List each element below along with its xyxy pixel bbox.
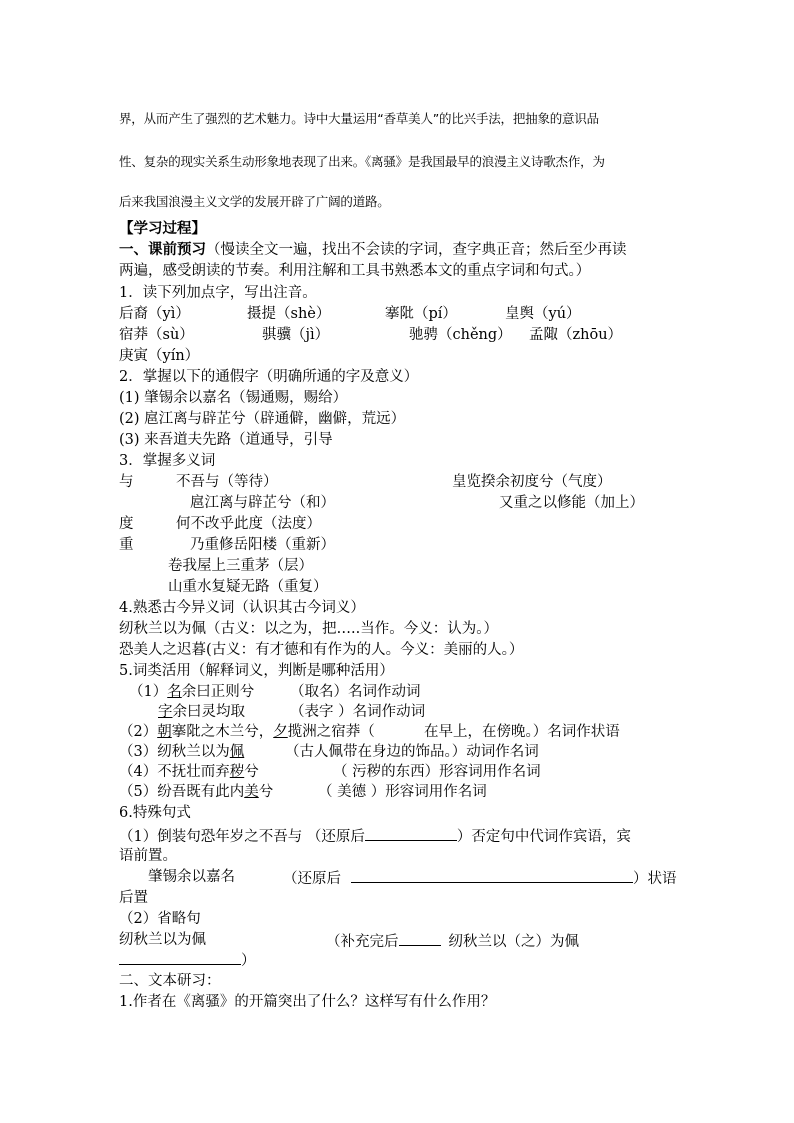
- part2-question-1: 1.作者在《离骚》的开篇突出了什么？这样写有什么作用？: [119, 994, 496, 1010]
- q5-answer: （取名）名词作动词: [290, 684, 421, 700]
- q5-row: （4）不抚壮而弃秽兮: [119, 764, 259, 780]
- q5-row: （3）纫秋兰以为佩: [119, 744, 245, 760]
- polysemy-example: 乃重修岳阳楼（重新）: [190, 537, 335, 553]
- q5-row: 字余曰灵均取: [158, 704, 245, 720]
- q4-title: 4.熟悉古今异义词（认识其古今词义）: [119, 600, 365, 616]
- q5-answer: 在早上，在傍晚。）名词作状语: [424, 724, 620, 740]
- q6-sentence-2-cont: 后置: [119, 890, 148, 906]
- q6-sentence-1-cont: 语前置。: [119, 848, 177, 864]
- q2-item: (3) 来吾道夫先路（道通导，引导: [119, 432, 333, 448]
- q3-title: 3．掌握多义词: [119, 453, 216, 469]
- answer-blank[interactable]: [351, 868, 633, 883]
- pinyin-item: 孟陬（zhōu）: [529, 327, 623, 343]
- polysemy-example: 扈江离与辟芷兮（和）: [190, 495, 335, 511]
- part1-line-1: [119, 241, 627, 259]
- q4-item: 纫秋兰以为佩（古义：以之为，把…..当作。今义：认为。）: [119, 621, 498, 637]
- q5-answer: （ 污秽的东西）形容词用作名词: [333, 764, 541, 780]
- pinyin-item: 皇舆（yú）: [505, 306, 581, 322]
- part1-title: 一、课前预习: [119, 241, 206, 258]
- pinyin-item: 驰骋（chěng）: [409, 327, 512, 343]
- polysemy-example: 何不改乎此度（法度）: [176, 516, 321, 532]
- q2-item: (1) 肇锡余以嘉名（锡通赐，赐给）: [119, 390, 348, 406]
- polysemy-example: 卷我屋上三重茅（层）: [168, 558, 313, 574]
- q6-sentence-2: 肇锡余以嘉名: [148, 869, 235, 885]
- pinyin-item: 庚寅（yín）: [119, 348, 200, 364]
- pinyin-item: 宿莽（sù）: [119, 327, 194, 343]
- q4-item: 恐美人之迟暮(古义：有才德和有作为的人。今义：美丽的人。）: [119, 642, 524, 658]
- q5-row: （5）纷吾既有此内美兮: [119, 784, 274, 800]
- intro-line-2: 性、复杂的现实关系生动形象地表现了出来。《离骚》是我国最早的浪漫主义诗歌杰作，为: [119, 154, 605, 169]
- polysemy-example: 又重之以修能（加上）: [499, 495, 644, 511]
- q2-item: (2) 扈江离与辟芷兮（辟通僻，幽僻，荒远）: [119, 411, 406, 427]
- q1-title: 1．读下列加点字，写出注音。: [119, 285, 317, 301]
- part1-desc-2: 两遍，感受朗读的节奏。利用注解和工具书熟悉本文的重点字词和句式。）: [119, 263, 591, 279]
- polysemy-char: 重: [119, 537, 134, 553]
- q6-omission-title: （2）省略句: [119, 911, 201, 927]
- q5-answer: （古人佩带在身边的饰品。）动词作名词: [285, 744, 539, 760]
- answer-blank[interactable]: [365, 826, 457, 841]
- intro-line-3: 后来我国浪漫主义文学的发展开辟了广阔的道路。: [119, 194, 390, 209]
- q6-title: 6.特殊句式: [119, 805, 191, 821]
- polysemy-example: 皇览揆余初度兮（气度）: [452, 474, 612, 490]
- q2-title: 2．掌握以下的通假字（明确所通的字及意义）: [119, 369, 419, 385]
- intro-line-1: 界，从而产生了强烈的艺术魅力。诗中大量运用“香草美人”的比兴手法，把抽象的意识品: [119, 111, 599, 126]
- q6-sentence-2-restore: （还原后 ）状语: [283, 868, 677, 888]
- q5-row: （1）名余曰正则兮: [129, 684, 255, 700]
- part2-title: 二、文本研习：: [119, 973, 221, 989]
- polysemy-example: 山重水复疑无路（重复）: [168, 579, 328, 595]
- part1-desc-1: （慢读全文一遍，找出不会读的字词，查字典正音；然后至少再读: [206, 242, 627, 258]
- answer-blank[interactable]: [119, 950, 241, 965]
- pinyin-item: 骐骥（jì）: [262, 327, 330, 343]
- pinyin-item: 搴阰（pí）: [385, 306, 457, 322]
- q5-title: 5.词类活用（解释词义，判断是哪种活用）: [119, 663, 394, 679]
- q5-answer: （表字 ）名词作动词: [290, 704, 426, 720]
- polysemy-char: 度: [119, 516, 134, 532]
- q6-sentence-1: （1）倒装句恐年岁之不吾与 （还原后 ）否定句中代词作宾语，宾: [119, 826, 631, 846]
- q5-answer: （ 美德 ）形容词用作名词: [318, 784, 487, 800]
- answer-blank[interactable]: [399, 931, 441, 946]
- pinyin-item: 摄提（shè）: [247, 306, 331, 322]
- q6-omission-fill: （补充完后 纫秋兰以（之）为佩: [326, 931, 579, 951]
- polysemy-char: 与: [119, 474, 134, 490]
- q6-omission-blank-line: ）: [119, 950, 256, 970]
- section-heading: 【学习过程】: [119, 220, 206, 237]
- pinyin-item: 后裔（yì）: [119, 306, 190, 322]
- q6-omission-sentence: 纫秋兰以为佩: [119, 932, 206, 948]
- q5-row: （2）朝搴阰之木兰兮，夕揽洲之宿莽（: [119, 724, 375, 740]
- polysemy-example: 不吾与（等待）: [176, 474, 278, 490]
